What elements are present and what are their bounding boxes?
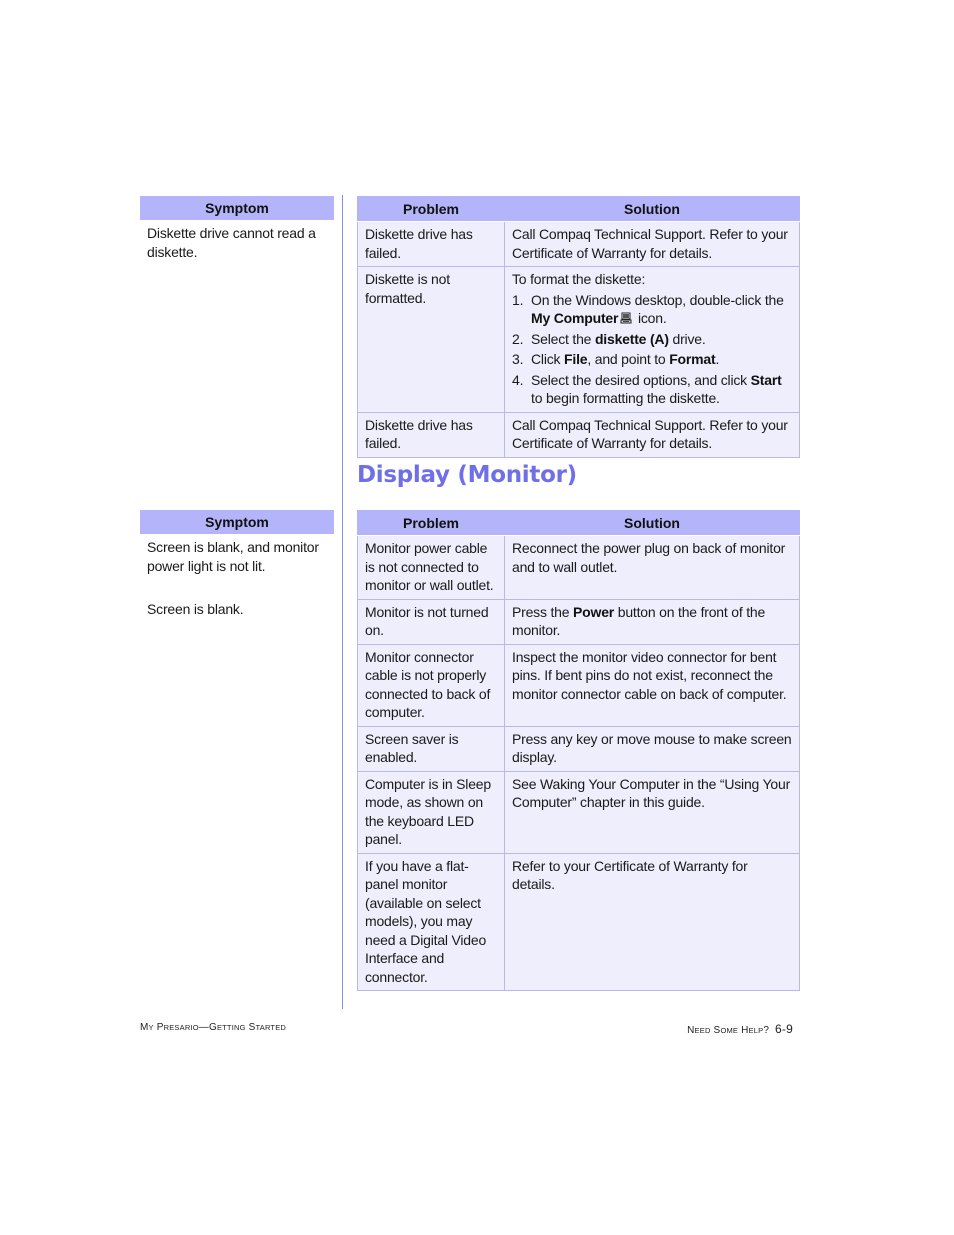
step-text: , and point to (587, 351, 670, 367)
solution-header: Solution (505, 511, 800, 536)
column-divider (342, 195, 343, 1009)
step-number: 3. (512, 351, 524, 367)
problem-header: Problem (358, 511, 505, 536)
footer-text: S (710, 1025, 721, 1036)
solution-cell: Reconnect the power plug on back of monitor and to wall outlet. (505, 536, 800, 600)
solution-bold: Power (573, 603, 615, 620)
symptom-header: Symptom (140, 510, 334, 534)
footer-text: H (738, 1025, 749, 1036)
table-row (358, 412, 800, 457)
table-row (358, 853, 800, 991)
solution-cell (505, 267, 800, 413)
step-text: drive. (668, 330, 706, 347)
step-text: icon. (634, 310, 667, 326)
footer-text: M (140, 1022, 149, 1033)
section-heading: Display (Monitor) (357, 462, 577, 488)
list-item (512, 291, 792, 328)
page-number: 6-9 (775, 1022, 793, 1036)
step-number: 1. (512, 291, 524, 308)
solution-text: button on the front of the monitor. (512, 603, 766, 638)
solution-cell (505, 599, 800, 644)
solution-text: Press the (512, 603, 574, 620)
symptom-text: Screen is blank. (147, 601, 244, 617)
problem-cell: Screen saver is enabled. (358, 726, 505, 771)
step-bold: diskette (A) (594, 330, 669, 347)
symptom-text: Diskette drive cannot read a diskette. (147, 225, 316, 260)
footer-text: P (153, 1022, 164, 1033)
table-row (358, 599, 800, 644)
footer-text: G (208, 1022, 217, 1033)
step-bold: File (564, 351, 588, 367)
step-text: Select the (531, 330, 595, 347)
problem-cell: Diskette drive has failed. (358, 222, 505, 267)
list-item (512, 330, 792, 349)
solution-cell: See Waking Your Computer in the “Using Your Computer” chapter in this guide. (505, 771, 800, 853)
footer-text: Y (148, 1023, 154, 1032)
solution-cell: Press any key or move mouse to make screen display. (505, 726, 800, 771)
my-computer-icon (620, 312, 632, 324)
step-number: 2. (512, 330, 524, 347)
solution-intro: To format the diskette: (512, 271, 646, 287)
footer-text: OME (720, 1026, 739, 1035)
problem-cell: If you have a flat-panel monitor (available on select models), you may need a Digital Video Interface and connector. (358, 853, 505, 991)
solution-cell: Inspect the monitor video connector for bent pins. If bent pins do not exist, reconnect the monitor connector cable on back of computer. (505, 644, 800, 726)
footer-text: ETTING (216, 1023, 246, 1032)
problem-header: Problem (358, 197, 505, 222)
footer-text: TARTED (255, 1023, 287, 1032)
step-bold: My Computer (531, 310, 619, 326)
footer-text: — (198, 1022, 209, 1033)
solution-cell: Call Compaq Technical Support. Refer to your Certificate of Warranty for details. (505, 412, 800, 457)
symptom-column-2 (140, 510, 334, 617)
footer-text: N (687, 1025, 695, 1036)
table-row (358, 536, 800, 600)
problem-cell: Monitor connector cable is not properly connected to back of computer. (358, 644, 505, 726)
problem-cell: Diskette drive has failed. (358, 412, 505, 457)
symptom-column-1 (140, 196, 334, 260)
step-text: On the Windows desktop, double-click the (531, 291, 784, 308)
format-steps-list (512, 291, 792, 408)
footer-text: EED (694, 1026, 711, 1035)
symptom-header: Symptom (140, 196, 334, 220)
step-text: Select the desired options, and click (531, 371, 751, 388)
problem-solution-table-1 (357, 196, 800, 458)
footer-text: ? (763, 1025, 770, 1036)
table-row (358, 267, 800, 413)
table-header-row (358, 197, 800, 222)
problem-cell: Computer is in Sleep mode, as shown on the keyboard LED panel. (358, 771, 505, 853)
list-item (512, 350, 792, 369)
solution-cell: Call Compaq Technical Support. Refer to your Certificate of Warranty for details. (505, 222, 800, 267)
footer-left (140, 1022, 286, 1033)
step-bold: Format (669, 351, 716, 367)
footer-text: ELP (748, 1026, 764, 1035)
problem-cell: Diskette is not formatted. (358, 267, 505, 413)
table-row (358, 644, 800, 726)
symptom-text: Screen is blank, and monitor power light is not lit. (147, 539, 319, 574)
table-row (358, 726, 800, 771)
table-header-row (358, 511, 800, 536)
step-text: . (715, 351, 720, 367)
problem-cell: Monitor power cable is not connected to monitor or wall outlet. (358, 536, 505, 600)
footer-text: RESARIO (163, 1023, 199, 1032)
list-item (512, 371, 792, 408)
step-text: to begin formatting the diskette. (531, 390, 720, 406)
table-row (358, 771, 800, 853)
table-row (358, 222, 800, 267)
step-bold: Start (750, 371, 782, 388)
footer-right (687, 1022, 793, 1036)
problem-cell: Monitor is not turned on. (358, 599, 505, 644)
solution-header: Solution (505, 197, 800, 222)
footer-text: S (245, 1022, 256, 1033)
solution-cell: Refer to your Certificate of Warranty for details. (505, 853, 800, 991)
step-number: 4. (512, 371, 524, 388)
problem-solution-table-2 (357, 510, 800, 991)
step-text: Click (531, 351, 565, 367)
